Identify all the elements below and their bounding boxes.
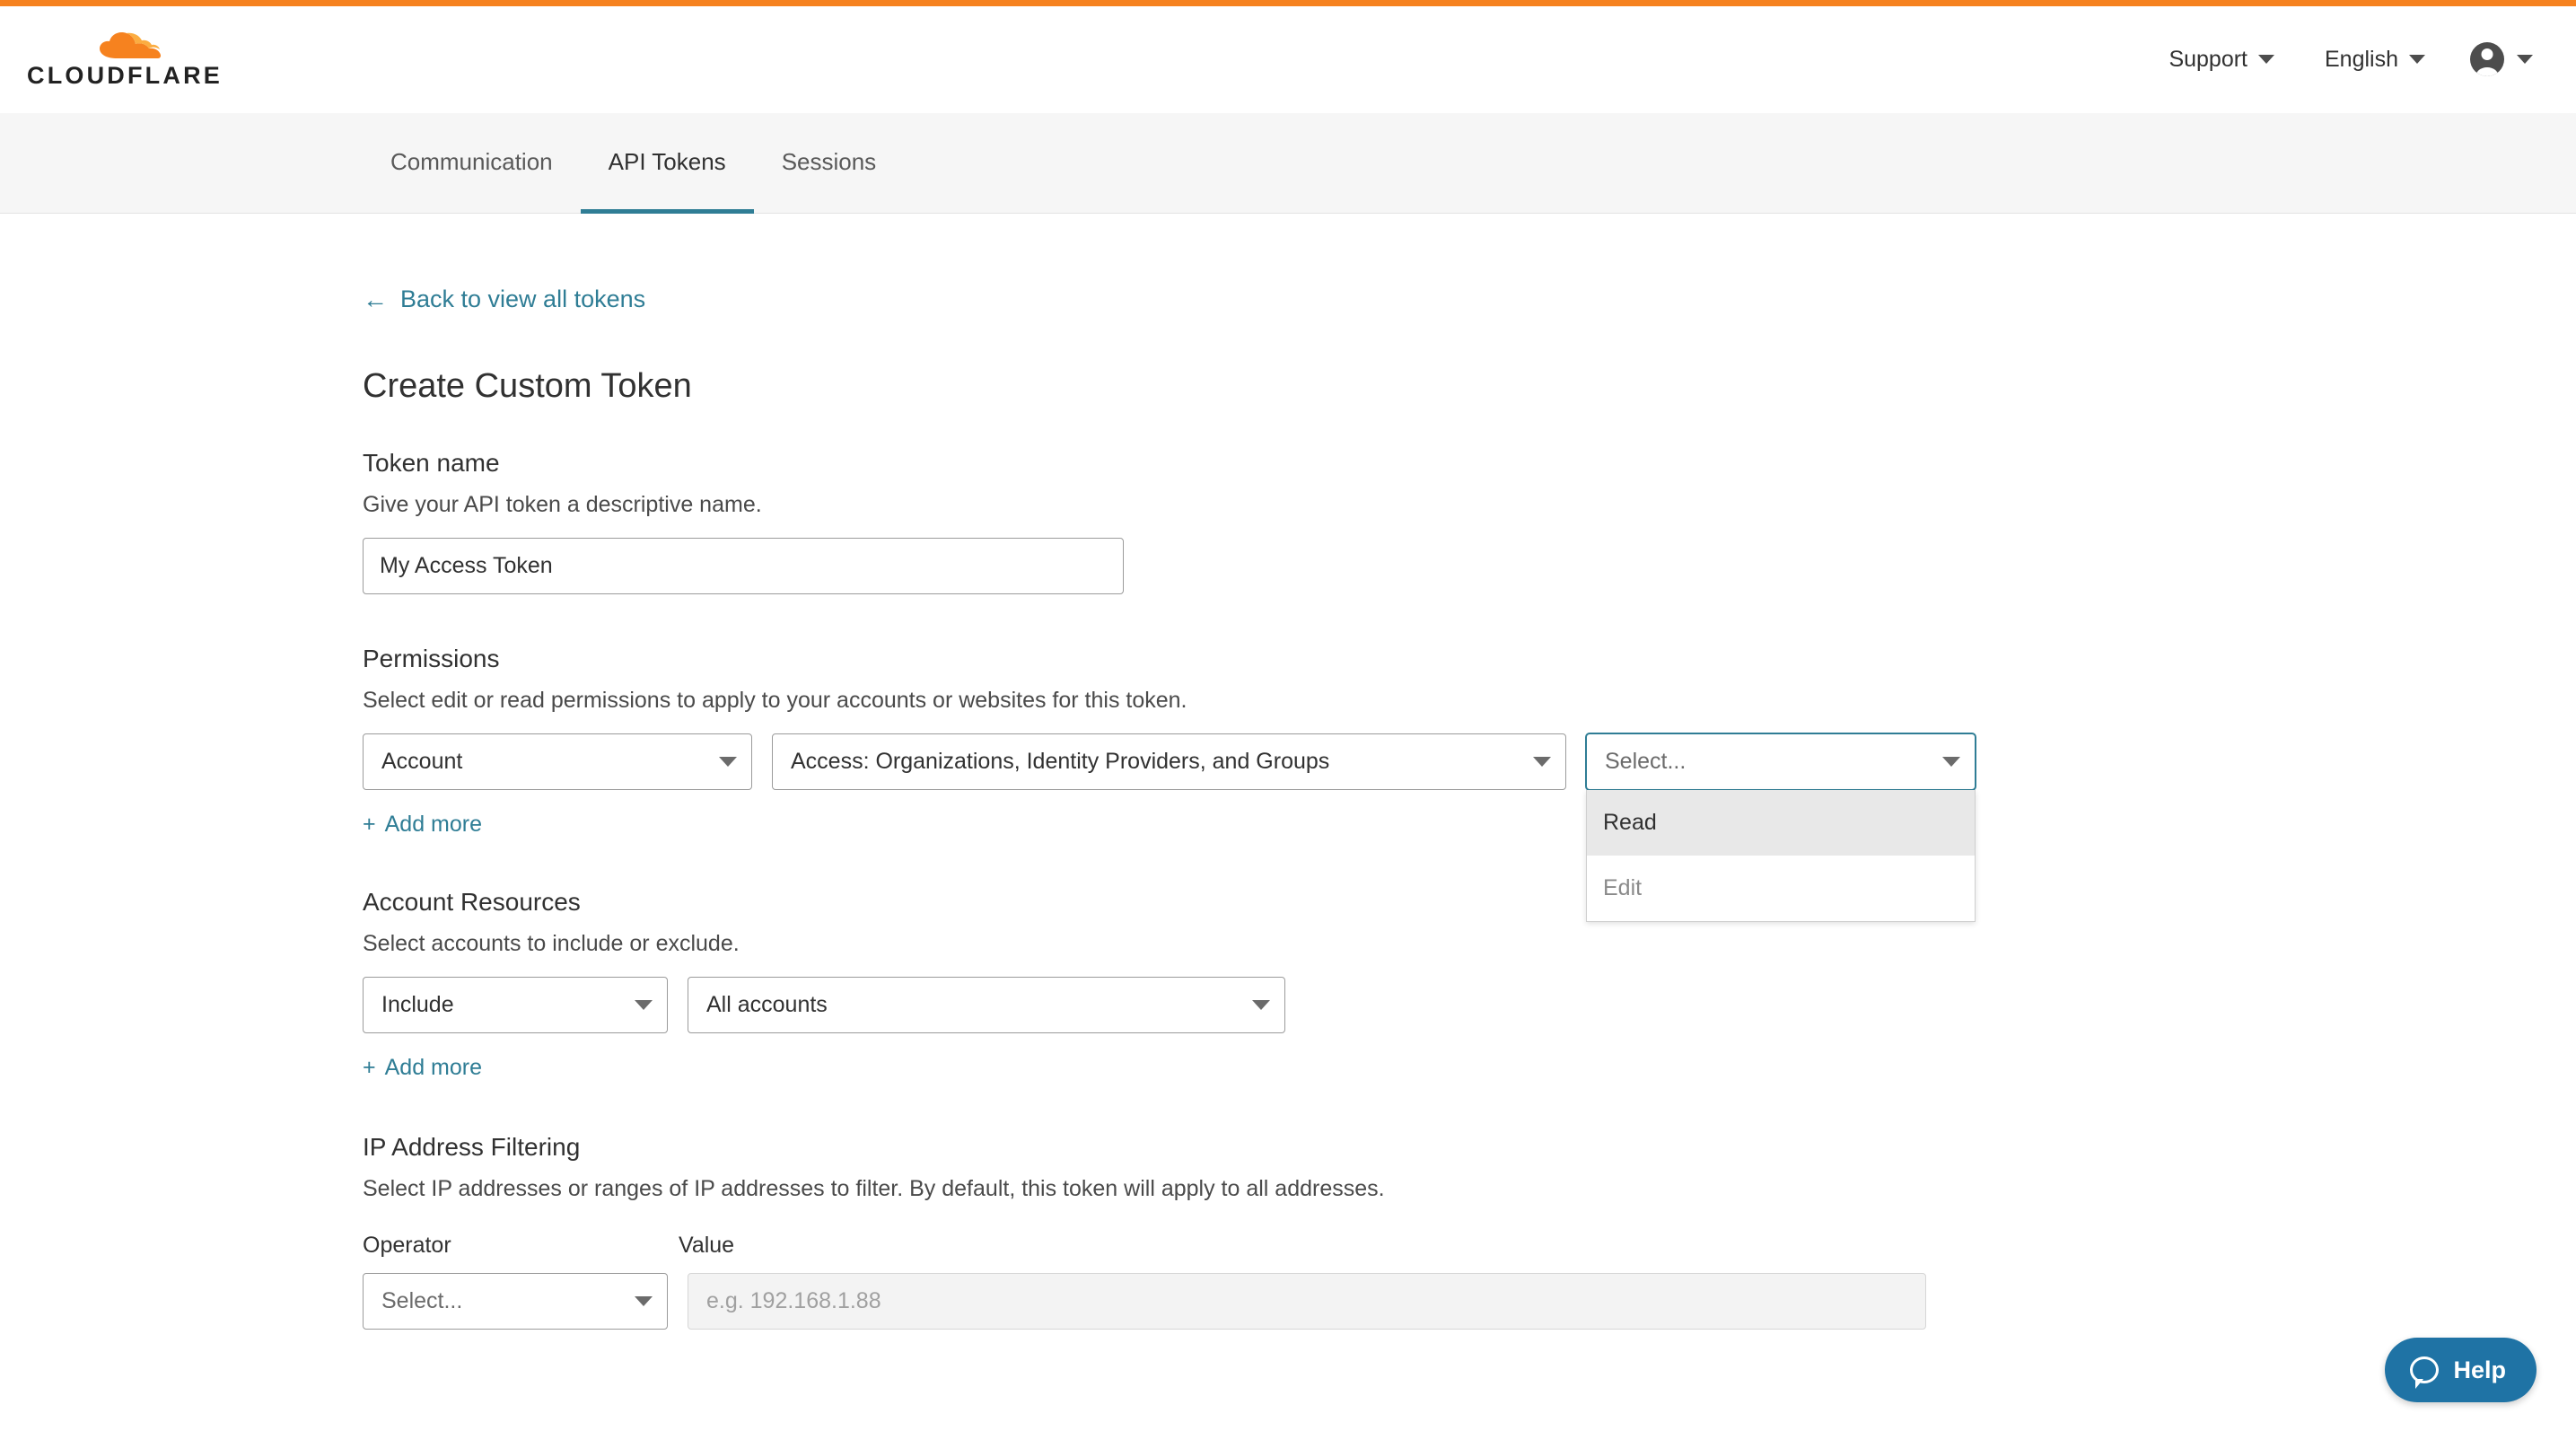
ip-filtering-description: Select IP addresses or ranges of IP addresses to filter. By default, this token will apply to all addresses.: [363, 1176, 1385, 1201]
page-title: Create Custom Token: [363, 367, 692, 405]
ip-filtering-row: [363, 1273, 2576, 1330]
permissions-heading: Permissions: [363, 645, 500, 672]
ip-operator-label: Operator: [363, 1233, 451, 1258]
permission-scope-value: Account: [381, 749, 463, 774]
permissions-add-more-label: Add more: [384, 812, 482, 837]
tab-communication[interactable]: [363, 114, 581, 214]
account-resources-description: Select accounts to include or exclude.: [363, 931, 740, 956]
chevron-down-icon: [1252, 1000, 1270, 1010]
permission-level-select[interactable]: [1586, 733, 1976, 790]
account-resources-add-more-label: Add more: [384, 1055, 482, 1080]
account-operator-select[interactable]: [363, 977, 668, 1033]
tab-sessions-label: Sessions: [781, 147, 877, 175]
chevron-down-icon: [635, 1000, 653, 1010]
main-content: [0, 214, 2576, 1330]
permission-level-option-read[interactable]: [1587, 790, 1975, 856]
token-name-input[interactable]: [363, 538, 1124, 594]
permission-resource-value: Access: Organizations, Identity Providers, and Groups: [791, 749, 1330, 774]
cloudflare-logo[interactable]: [27, 30, 223, 90]
header-actions: [2143, 32, 2537, 86]
section-tabs: [0, 113, 2576, 214]
language-menu-label: English: [2325, 46, 2398, 72]
chevron-down-icon: [2258, 55, 2274, 64]
permission-level-option-edit-label: Edit: [1603, 875, 1643, 900]
account-menu[interactable]: [2450, 42, 2537, 76]
permission-resource-select[interactable]: [772, 733, 1566, 790]
help-button[interactable]: [2385, 1338, 2537, 1402]
user-avatar-icon: [2470, 42, 2504, 76]
chevron-down-icon: [2517, 55, 2533, 64]
top-accent-bar: [0, 0, 2576, 6]
ip-value-label: Value: [679, 1233, 735, 1258]
back-to-tokens-link[interactable]: [363, 285, 645, 313]
permission-level-value: Select...: [1605, 749, 1687, 774]
permission-scope-select[interactable]: [363, 733, 752, 790]
chevron-down-icon: [2409, 55, 2425, 64]
tab-api-tokens-label: API Tokens: [608, 147, 726, 175]
account-operator-value: Include: [381, 992, 454, 1017]
arrow-left-icon: ←: [363, 285, 388, 313]
tab-sessions[interactable]: [754, 114, 905, 214]
support-menu[interactable]: [2143, 32, 2300, 86]
chat-bubble-icon: [2410, 1356, 2439, 1383]
permission-level-dropdown: [1586, 790, 1976, 922]
permission-level-option-edit[interactable]: [1587, 856, 1975, 921]
plus-icon: +: [363, 812, 376, 837]
token-name-heading: Token name: [363, 449, 500, 477]
ip-filtering-heading: IP Address Filtering: [363, 1133, 581, 1161]
permissions-add-more-button[interactable]: [363, 812, 482, 838]
ip-value-input[interactable]: [688, 1273, 1926, 1330]
account-resources-heading: Account Resources: [363, 888, 581, 916]
logo-wordmark: CLOUDFLARE: [27, 61, 223, 89]
ip-operator-value: Select...: [381, 1288, 463, 1313]
site-header: [0, 6, 2576, 113]
account-resources-add-more-button[interactable]: [363, 1055, 482, 1081]
support-menu-label: Support: [2169, 46, 2247, 72]
token-name-description: Give your API token a descriptive name.: [363, 492, 762, 517]
plus-icon: +: [363, 1055, 376, 1080]
cloud-icon: [97, 30, 194, 60]
ip-operator-select[interactable]: [363, 1273, 668, 1330]
back-to-tokens-label: Back to view all tokens: [400, 285, 646, 312]
chevron-down-icon: [635, 1296, 653, 1306]
permissions-description: Select edit or read permissions to apply to your accounts or websites for this token.: [363, 688, 1187, 713]
ip-value-placeholder: e.g. 192.168.1.88: [706, 1288, 881, 1313]
chevron-down-icon: [1942, 757, 1960, 767]
chevron-down-icon: [1533, 757, 1551, 767]
account-resources-row: [363, 977, 2576, 1033]
language-menu[interactable]: [2300, 32, 2450, 86]
account-scope-value: All accounts: [706, 992, 828, 1017]
ip-filtering-labels: [363, 1233, 2576, 1259]
chevron-down-icon: [719, 757, 737, 767]
help-button-label: Help: [2453, 1356, 2506, 1383]
tab-api-tokens[interactable]: [581, 114, 754, 214]
account-scope-select[interactable]: [688, 977, 1285, 1033]
tab-communication-label: Communication: [390, 147, 553, 175]
permission-level-option-read-label: Read: [1603, 810, 1657, 835]
